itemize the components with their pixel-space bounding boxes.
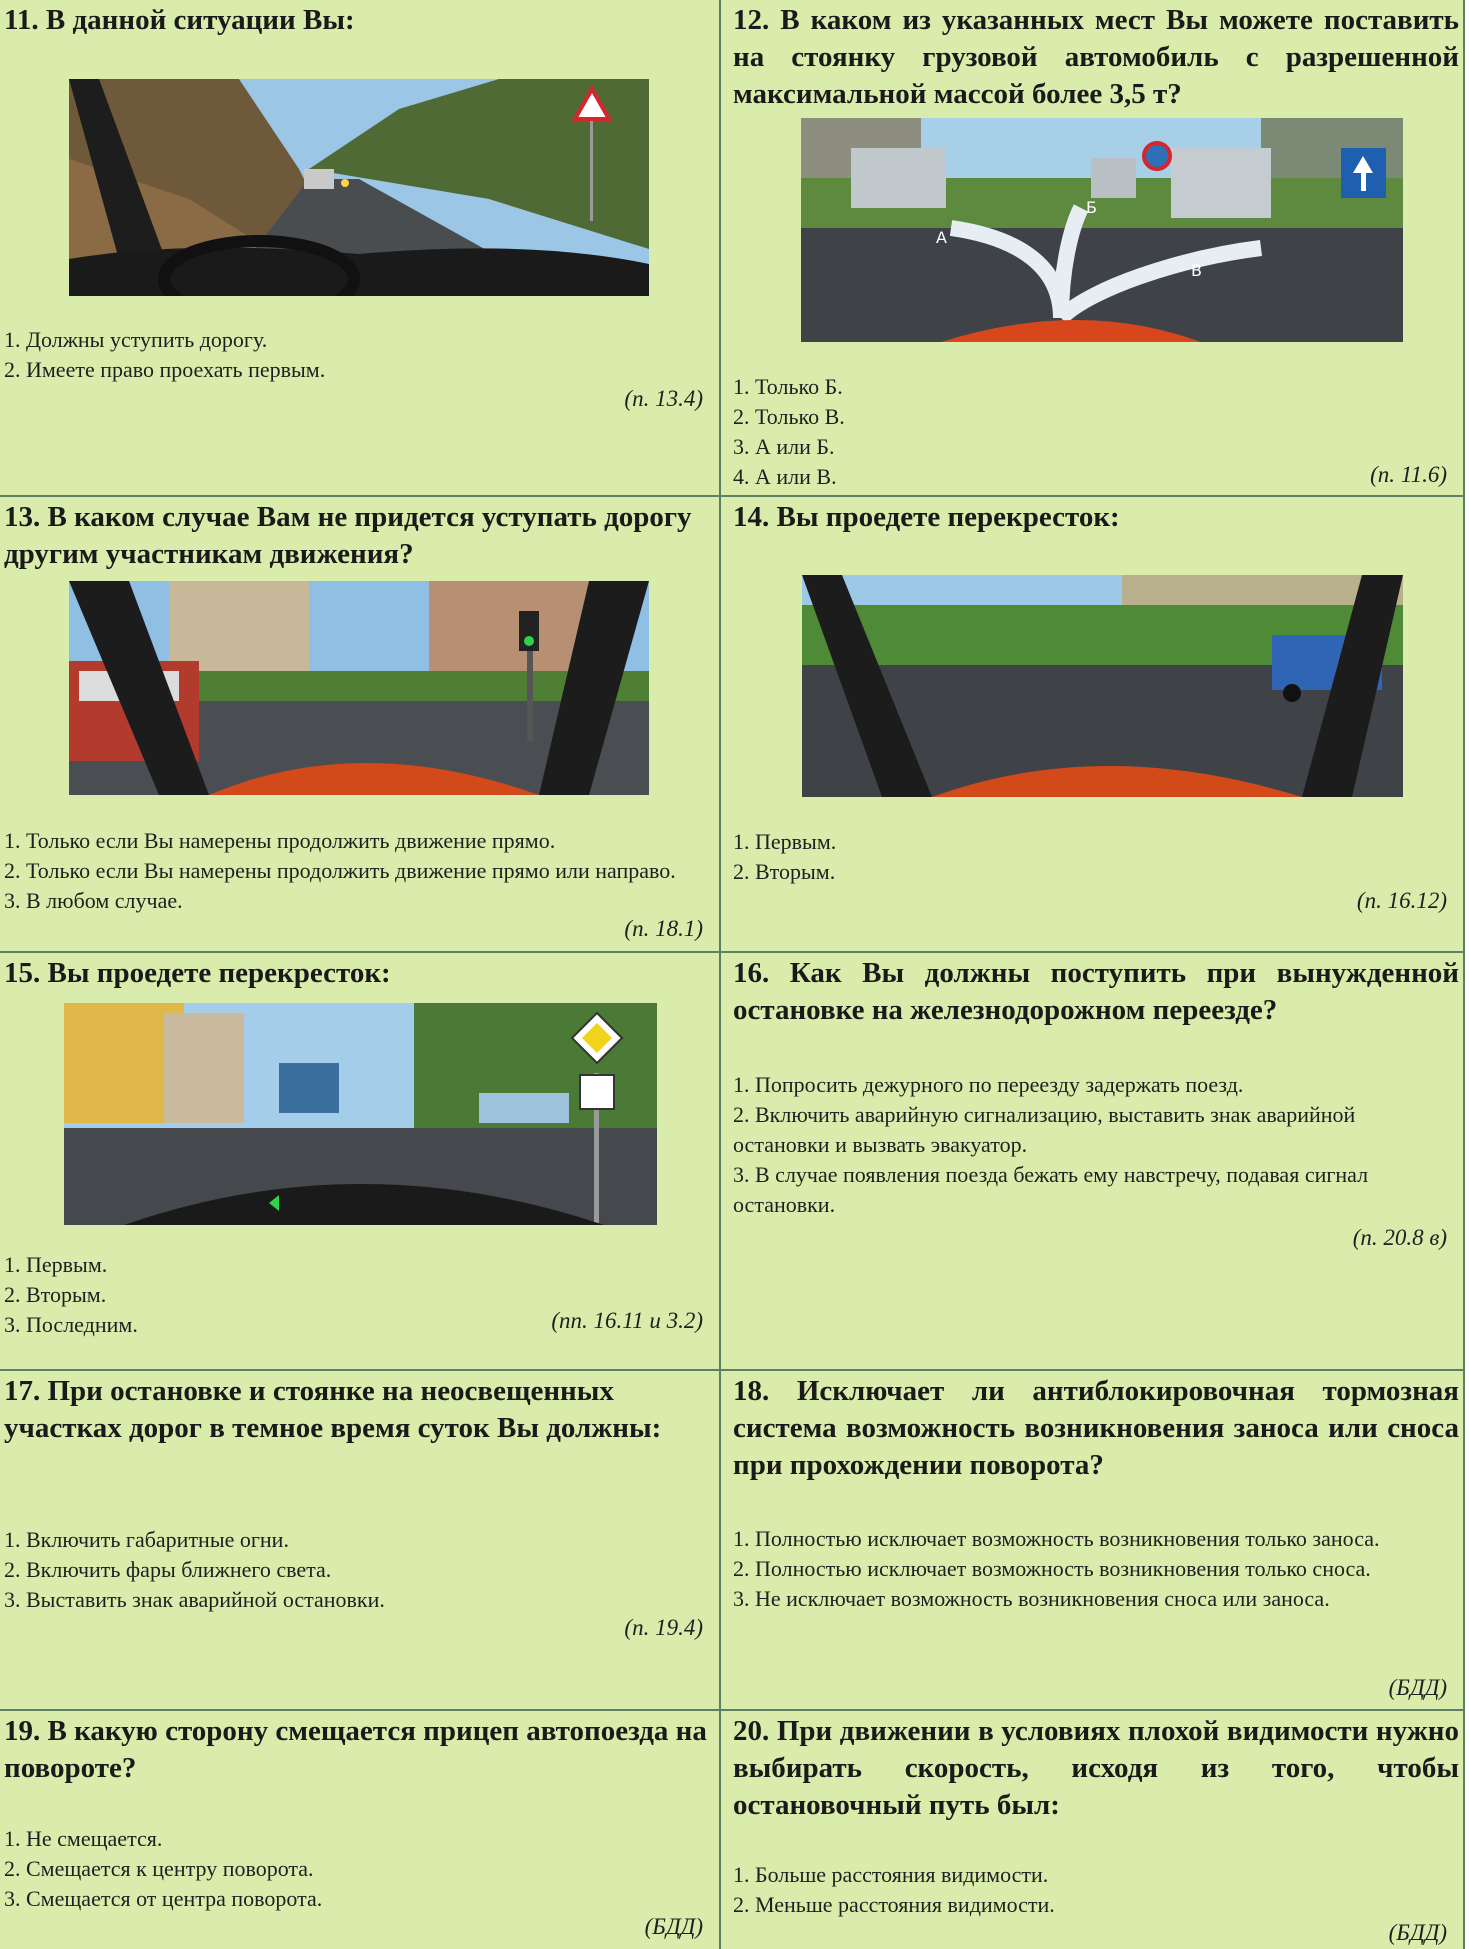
answer-option: 3. Выставить знак аварийной остановки. (4, 1587, 385, 1612)
answer-option: 1. Больше расстояния видимости. (733, 1862, 1049, 1887)
answer-list (733, 372, 1455, 492)
question-title: 14. Вы проедете перекресток: (733, 501, 1120, 533)
answer-option: 3. В любом случае. (4, 888, 183, 913)
answer-option: 1. Должны уступить дорогу. (4, 327, 268, 352)
question-image (69, 79, 649, 296)
question-image (801, 118, 1403, 342)
question-card-14 (721, 497, 1465, 953)
rule-reference: (п. 18.1) (624, 916, 703, 941)
answer-option: 1. Включить габаритные огни. (4, 1527, 289, 1552)
answer-option: 3. А или Б. (733, 434, 835, 459)
answer-option: 2. Только В. (733, 404, 845, 429)
question-title: 19. В какую сторону смещается прицеп автопоезда на повороте? (4, 1715, 707, 1784)
rule-reference: (п. 20.8 в) (1352, 1225, 1447, 1250)
answer-list (733, 827, 1455, 887)
question-card-15 (0, 953, 721, 1371)
rule-reference: (БДД) (644, 1914, 703, 1939)
place-label-b: Б (1086, 198, 1097, 217)
rule-reference: (пп. 16.11 и 3.2) (551, 1308, 703, 1333)
question-card-20 (721, 1711, 1465, 1949)
rule-reference: (БДД) (1388, 1920, 1447, 1945)
question-card-19 (0, 1711, 721, 1949)
answer-option: 1. Не смещается. (4, 1826, 163, 1851)
question-image (69, 581, 649, 795)
question-title: 16. Как Вы должны поступить при вынужденной остановке на железнодорожном переезде? (733, 957, 1459, 1026)
answer-list (4, 826, 711, 916)
answer-option: 1. Полностью исключает возможность возникновения только заноса. (733, 1526, 1380, 1551)
place-label-v: В (1191, 261, 1202, 280)
answer-list (733, 1860, 1455, 1920)
rule-reference: (п. 11.6) (1370, 462, 1447, 487)
answer-option: 1. Только Б. (733, 374, 843, 399)
intersection-truck-scene (802, 575, 1403, 797)
answer-list (733, 1524, 1455, 1614)
question-title: 20. При движении в условиях плохой видимости нужно выбирать скорость, исходя из того, чтобы остановочный путь был: (733, 1715, 1459, 1821)
question-card-11 (0, 0, 721, 497)
answer-option: 3. Не исключает возможность возникновения сноса или заноса. (733, 1586, 1330, 1611)
question-title: 11. В данной ситуации Вы: (4, 4, 355, 36)
answer-option: 2. Включить аварийную сигнализацию, выставить знак аварийной остановки и вызвать эвакуатор. (733, 1102, 1356, 1157)
question-card-13 (0, 497, 721, 953)
answer-option: 1. Только если Вы намерены продолжить движение прямо. (4, 828, 556, 853)
rule-reference: (п. 19.4) (624, 1615, 703, 1640)
priority-road-scene (64, 1003, 657, 1225)
answer-option: 2. Меньше расстояния видимости. (733, 1892, 1055, 1917)
question-image (64, 1003, 657, 1225)
answer-option: 2. Вторым. (4, 1282, 107, 1307)
question-title: 15. Вы проедете перекресток: (4, 957, 391, 989)
answer-option: 3. Смещается от центра поворота. (4, 1886, 323, 1911)
answer-option: 2. Вторым. (733, 859, 836, 884)
question-card-18 (721, 1371, 1465, 1711)
answer-option: 2. Только если Вы намерены продолжить движение прямо или направо. (4, 858, 676, 883)
question-card-17 (0, 1371, 721, 1711)
question-title: 13. В каком случае Вам не придется уступать дорогу другим участникам движения? (4, 501, 692, 570)
answer-option: 1. Первым. (4, 1252, 108, 1277)
answer-option: 2. Имеете право проехать первым. (4, 357, 326, 382)
answer-list (4, 1824, 711, 1914)
rule-reference: (БДД) (1388, 1675, 1447, 1700)
answer-option: 2. Смещается к центру поворота. (4, 1856, 314, 1881)
question-image (802, 575, 1403, 797)
question-title: 12. В каком из указанных мест Вы можете поставить на стоянку грузовой автомобиль с разрешенной максимальной массой более 3,5 т? (733, 4, 1459, 110)
answer-option: 1. Попросить дежурного по переезду задержать поезд. (733, 1072, 1244, 1097)
answer-option: 2. Полностью исключает возможность возникновения только сноса. (733, 1556, 1371, 1581)
answer-option: 2. Включить фары ближнего света. (4, 1557, 332, 1582)
place-label-a: А (936, 228, 947, 247)
question-card-12 (721, 0, 1465, 497)
answer-list (4, 325, 711, 385)
answer-list (733, 1070, 1455, 1220)
street-parking-scene (801, 118, 1403, 342)
rule-reference: (п. 13.4) (624, 386, 703, 411)
question-title: 18. Исключает ли антиблокировочная тормозная система возможность возникновения заноса или сноса при прохождении поворота? (733, 1375, 1459, 1481)
answer-list (4, 1525, 711, 1615)
answer-option: 3. В случае появления поезда бежать ему навстречу, подавая сигнал остановки. (733, 1162, 1369, 1217)
tram-street-scene (69, 581, 649, 795)
answer-option: 3. Последним. (4, 1312, 138, 1337)
answer-option: 4. А или В. (733, 464, 837, 489)
mountain-road-scene (69, 79, 649, 296)
rule-reference: (п. 16.12) (1356, 888, 1447, 913)
answer-option: 1. Первым. (733, 829, 837, 854)
question-card-16 (721, 953, 1465, 1371)
question-title: 17. При остановке и стоянке на неосвещенных участках дорог в темное время суток Вы должны: (4, 1375, 662, 1444)
